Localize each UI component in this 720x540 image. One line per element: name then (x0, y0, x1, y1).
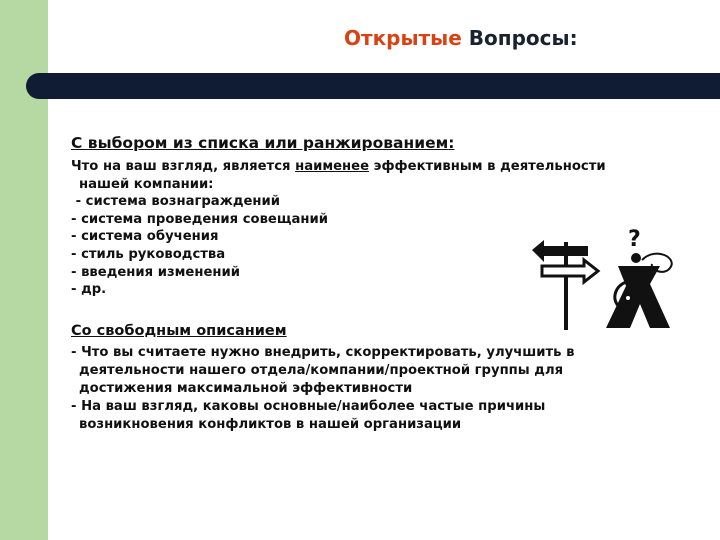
section2-line: деятельности нашего отдела/компании/проектной группы для (79, 362, 564, 378)
section2-line: - На ваш взгляд, каковы основные/наиболее частые причины (71, 398, 546, 414)
list-item: - система проведения совещаний (71, 211, 328, 227)
header-divider-bar (26, 73, 720, 99)
signpost-arrow-left-icon (532, 240, 588, 262)
section1-heading-colon: : (448, 134, 455, 152)
section2-line: возникновения конфликтов в нашей организации (79, 416, 462, 432)
question-mark-icon: ? (628, 227, 641, 252)
person-hand-icon (625, 295, 631, 301)
person-head-icon (631, 253, 641, 263)
question-prefix: Что на ваш взгляд, является (71, 159, 296, 174)
title-red-part: Открытые (344, 26, 462, 50)
list-item: - введения изменений (71, 264, 240, 280)
title-dark-part: Вопросы: (468, 26, 578, 50)
list-item: - система вознаграждений (71, 194, 281, 210)
section1-heading-text: С выбором из списка или ранжированием (71, 134, 449, 152)
section2-line: - Что вы считаете нужно внедрить, скорректировать, улучшить в (71, 344, 575, 360)
question-suffix: эффективным в деятельности (369, 159, 606, 174)
section1-heading (71, 134, 691, 152)
list-item: - система обучения (71, 229, 219, 245)
page-title (344, 26, 578, 50)
signpost-arrow-right-icon (542, 260, 598, 282)
section2-line: достижения максимальной эффективности (79, 380, 413, 396)
list-item: - стиль руководства (71, 246, 226, 262)
signpost-confused-person-illustration (530, 224, 680, 334)
question-underlined-word: наименее (295, 159, 370, 174)
section1-question (71, 158, 691, 176)
list-item: - др. (71, 282, 107, 298)
section2-heading: Со свободным описанием (71, 322, 287, 339)
section1-question-cont: нашей компании: (79, 176, 214, 192)
